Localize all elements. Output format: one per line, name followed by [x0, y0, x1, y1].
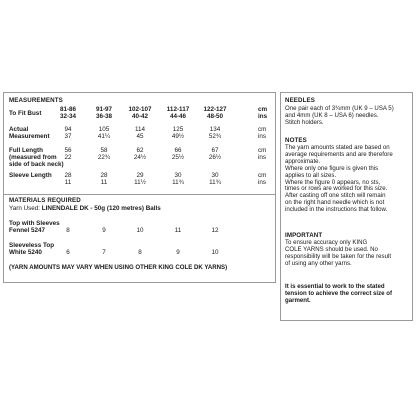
text-line: One pair each of 3¾mm (UK 9 – USA 5) — [285, 105, 394, 112]
measurement-label-line: Measurement — [9, 133, 50, 140]
measurement-cm: 28 — [64, 172, 72, 179]
text-line: applies to all sizes. — [285, 171, 337, 179]
bust-size-cm: 112-117 — [166, 106, 190, 113]
measurement-in: 52¾ — [208, 133, 222, 140]
material-label-line: Fennel 5247 — [9, 227, 46, 234]
text-line: To ensure accuracy only KING — [285, 239, 368, 246]
measurement-label-line: Actual — [9, 126, 29, 133]
needles-heading: NEEDLES — [285, 97, 315, 104]
unit-in: ins — [258, 154, 267, 161]
measurement-cm: 30 — [211, 172, 219, 179]
bust-size-cm: 91-97 — [95, 106, 113, 113]
measurement-cm: 105 — [98, 126, 110, 133]
measurement-cm: 30 — [174, 172, 182, 179]
yarn-used-line — [9, 205, 161, 212]
bust-size-cm: 102-107 — [128, 106, 152, 113]
measurement-in: 11 — [64, 179, 72, 186]
measurement-cm: 29 — [136, 172, 144, 179]
material-label-line: Top with Sleeves — [9, 220, 60, 227]
measurement-cm: 125 — [172, 126, 184, 133]
bust-size-in: 44-46 — [169, 113, 187, 120]
notes-heading: NOTES — [285, 137, 307, 144]
measurement-cm: 67 — [211, 147, 219, 154]
section-divider — [3, 194, 275, 195]
materials-heading: MATERIALS REQUIRED — [9, 197, 81, 204]
unit-in: ins — [258, 113, 268, 120]
measurement-in: 25½ — [171, 154, 185, 161]
measurement-cm: 28 — [100, 172, 108, 179]
text-line: COLE YARNS should be used. No — [285, 245, 378, 253]
unit-cm: cm — [258, 147, 267, 154]
unit-cm: cm — [258, 172, 267, 179]
ball-count: 10 — [136, 227, 144, 234]
measurement-in: 49½ — [171, 133, 185, 140]
text-line: It is essential to work to the stated — [285, 283, 385, 290]
tension-warning — [285, 284, 407, 305]
measurement-cm: 114 — [134, 126, 146, 133]
material-label-line: White 5240 — [9, 249, 42, 256]
measurement-in: 37 — [64, 133, 72, 140]
text-line: garment. — [285, 296, 311, 304]
ball-count: 11 — [174, 227, 182, 234]
measurement-in: 11¾ — [172, 179, 184, 186]
needles-text — [285, 106, 407, 127]
important-text — [285, 240, 407, 268]
measurement-cm: 134 — [209, 126, 221, 133]
measurement-cm: 62 — [136, 147, 144, 154]
bust-size-cm: 122-127 — [203, 106, 227, 113]
measurement-in: 11¾ — [209, 179, 221, 186]
measurements-heading: MEASUREMENTS — [9, 97, 63, 104]
measurement-in: 22 — [64, 154, 72, 161]
yarn-name: LINENDALE DK - 50g (120 metres) Balls — [41, 205, 161, 212]
ball-count: 12 — [211, 227, 219, 234]
text-line: on the right hand needle which is not — [285, 199, 385, 207]
measurement-label-line: side of back neck) — [9, 161, 64, 168]
ball-count: 6 — [66, 249, 70, 256]
text-line: average requirements and are therefore — [285, 150, 393, 158]
text-line: Stitch holders. — [285, 118, 324, 126]
notes-text — [285, 145, 407, 214]
text-line: Where only one figure is given this — [285, 164, 379, 172]
text-line: The yarn amounts stated are based on — [285, 144, 390, 151]
bust-size-cm: 81-86 — [59, 106, 77, 113]
measurement-label-line: (measured from — [9, 154, 57, 161]
yarn-amount-note: (YARN AMOUNTS MAY VARY WHEN USING OTHER KING COLE DK YARNS) — [9, 264, 228, 271]
text-line: and 4mm (UK 8 – USA 6) needles. — [285, 111, 379, 119]
material-label-line: Sleeveless Top — [9, 242, 55, 249]
measurement-label-line: Full Length — [9, 147, 43, 154]
ball-count: 10 — [211, 249, 219, 256]
measurement-cm: 56 — [64, 147, 72, 154]
bust-size-in: 48-50 — [206, 113, 224, 120]
text-line: tension to achieve the correct size of — [285, 289, 393, 297]
measurement-in: 11½ — [134, 179, 146, 186]
yarn-used-prefix: Yarn Used: — [9, 205, 42, 212]
ball-count: 8 — [66, 227, 70, 234]
unit-in: ins — [258, 133, 267, 140]
ball-count: 9 — [176, 249, 180, 256]
ball-count: 7 — [102, 249, 106, 256]
text-line: times or rows are worked for this size. — [285, 185, 388, 193]
measurement-cm: 66 — [174, 147, 182, 154]
text-line: of using any other yarns. — [285, 259, 352, 267]
measurement-label-line: Sleeve Length — [9, 172, 52, 179]
measurement-in: 26½ — [208, 154, 222, 161]
bust-size-in: 36-38 — [95, 113, 113, 120]
measurement-in: 45 — [136, 133, 144, 140]
measurement-in: 24½ — [133, 154, 147, 161]
text-line: Where the figure 0 appears, no sts, — [285, 178, 381, 186]
measurement-in: 22¾ — [97, 154, 111, 161]
ball-count: 9 — [102, 227, 106, 234]
unit-cm: cm — [258, 126, 267, 133]
text-line: After casting off one stitch will remain — [285, 192, 386, 200]
text-line: included in the instructions that follow. — [285, 206, 388, 214]
text-line: approximate. — [285, 157, 321, 165]
bust-size-in: 32-34 — [59, 113, 77, 120]
measurement-in: 11 — [100, 179, 108, 186]
ball-count: 8 — [138, 249, 142, 256]
unit-in: ins — [258, 179, 267, 186]
important-heading: IMPORTANT — [285, 232, 323, 239]
text-line: responsibility will be taken for the result — [285, 252, 392, 260]
to-fit-bust-label: To Fit Bust — [9, 110, 42, 117]
bust-size-in: 40-42 — [131, 113, 149, 120]
unit-cm: cm — [258, 106, 268, 113]
measurement-in: 41¼ — [97, 133, 111, 140]
measurement-cm: 58 — [100, 147, 108, 154]
measurement-cm: 94 — [64, 126, 72, 133]
